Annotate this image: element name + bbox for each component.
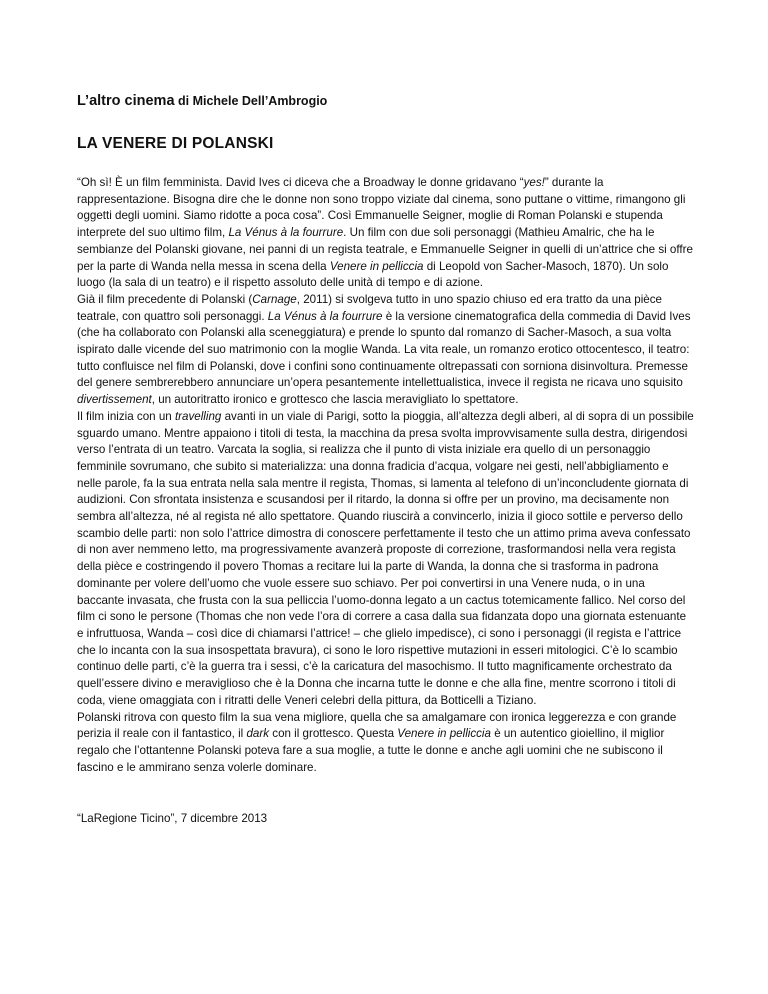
italic-text: travelling: [174, 409, 222, 423]
italic-text: Carnage: [252, 292, 297, 306]
italic-text: divertissement: [77, 393, 152, 407]
italic-text: Venere in pelliccia: [397, 727, 491, 741]
column-name: L’altro cinema: [77, 93, 175, 109]
body-paragraph: [77, 409, 695, 710]
document-page: [77, 92, 695, 828]
body-paragraph: [77, 292, 695, 409]
italic-text: La Vénus à la fourrure: [228, 226, 344, 240]
body-paragraph: [77, 710, 695, 777]
text-run: , un autoritratto ironico e grottesco che lascia meravigliato lo spettatore.: [151, 393, 519, 407]
text-run: è la versione cinematografica della commedia di David Ives (che ha collaborato con Polanski alla sceneggiatura) e prende lo spunto dal romanzo di Sacher-Masoch, a sua volta ispirato dalle vicende del suo matrimonio con la moglie Wanda. La vita reale, un romanzo erotico ottocentesco, il teatro: tutto confluisce nel film di Polanski, dove i confini sono continuamente oltrepassati con sorniona disinvoltura. Premesse del genere sembrerebbero annunciare un’opera pesantemente intellettualistica, invece il regista ne ricava uno squisito: [77, 309, 691, 390]
text-run: Il film inizia con un: [77, 409, 175, 423]
column-header: [77, 92, 695, 110]
article-body: [77, 175, 695, 776]
text-run: con il grottesco. Questa: [269, 727, 398, 741]
text-run: avanti in un viale di Parigi, sotto la pioggia, all’altezza degli alberi, al di sopra di un possibile sguardo umano. Mentre appaiono i titoli di testa, la macchina da presa svolta improvvisamente sulla destra, dirigendosi verso l’entrata di un teatro. Varcata la soglia, si realizza che il punto di vista iniziale era quello di un personaggio femminile sovrumano, che subito si materializza: una donna fradicia d’acqua, volgare nei gesti, nell’abbigliamento e nelle parole, fa la sua entrata nella sala mentre il regista, Thomas, si lamenta al telefono di un’inconcludente giornata di audizioni. Con sfrontata insistenza e scusandosi per il ritardo, la donna si offre per un provino, ma decisamente non sembra all’altezza, né al regista né allo spettatore. Quando riuscirà a convincerlo, inizia il gioco sottile e perverso dello scambio delle parti: non solo l’attrice dimostra di conoscere perfettamente il testo che un attimo prima aveva confessato di non aver nemmeno letto, ma progressivamente avanzerà proposte di correzione, trasformandosi nella vera regista della pièce e costringendo il povero Thomas a recitare lui la parte di Wanda, la donna che si trasforma in padrona dominante per volere dell’uomo che vuole essere suo schiavo. Per poi convertirsi in una Venere nuda, o in una baccante invasata, che frusta con la sua pelliccia l’uomo-donna legato a un cactus totemicamente fallico. Nel corso del film ci sono le persone (Thomas che non vede l’ora di correre a casa dalla sua fidanzata dopo una giornata estenuante e infruttuosa, Wanda – così dice di chiamarsi l’attrice! – che glielo impedisce), ci sono i personaggi (il regista e l’attrice che lo incanta con la sua insospettata bravura), ci sono le loro rispettive mutazioni in esseri mitologici. C’è lo scambio continuo delle parti, c’è la guerra tra i sessi, c’è la caricatura del masochismo. Il tutto magnificamente orchestrato da quell’essere divino e meraviglioso che è la Donna che incarna tutte le donne e che alla fine, mentre scorrono i titoli di coda, viene omaggiata con i ritratti delle Veneri celebri della pittura, da Botticelli a Tiziano.: [77, 409, 694, 707]
text-run: , 2011) si svolgeva tutto in uno spazio chiuso ed era tratto da una pièce teatrale, con quattro soli personaggi.: [77, 292, 662, 323]
text-run: . Un film con due soli personaggi (Mathieu Amalric, che ha le sembianze del Polanski giovane, nei panni di un regista teatrale, e Emmanuelle Seigner in quelli di un’attrice che si offre per la parte di Wanda nella messa in scena della: [77, 226, 693, 273]
text-run: “Oh sì! È un film femminista. David Ives ci diceva che a Broadway le donne gridavano “: [77, 176, 524, 189]
source-citation: “LaRegione Ticino”, 7 dicembre 2013: [77, 812, 268, 826]
text-run: è un autentico gioiellino, il miglior regalo che l’ottantenne Polanski poteva fare a sua moglie, a tutte le donne e anche agli uomini che ne subiscono il fascino e le ammirano senza volerle dominare.: [77, 727, 665, 774]
italic-text: La Vénus à la fourrure: [267, 309, 383, 323]
text-run: Già il film precedente di Polanski (: [77, 292, 253, 306]
italic-text: dark: [246, 727, 270, 741]
text-run: ” durante la rappresentazione. Bisogna dire che le donne non sono troppo viziate dal cinema, sono puttane o vittime, rimangono gli oggetti degli uomini. Siamo ridotte a poca cosa”. Così Emmanuelle Seigner, moglie di Roman Polanski e stupenda interprete del suo ultimo film,: [77, 176, 686, 240]
text-run: Polanski ritrova con questo film la sua vena migliore, quella che sa amalgamare con ironica leggerezza e con grande perizia il reale con il fantastico, il: [77, 710, 677, 741]
italic-text: Venere in pelliccia: [329, 259, 424, 273]
author-byline: di Michele Dell’Ambrogio: [174, 94, 328, 108]
body-paragraph: [77, 175, 695, 292]
article-title: LA VENERE DI POLANSKI: [77, 135, 274, 152]
italic-text: yes!: [523, 176, 545, 189]
text-run: di Leopold von Sacher-Masoch, 1870). Un solo luogo (la sala di un teatro) e il rispetto assoluto delle unità di tempo e di azione.: [77, 259, 669, 290]
